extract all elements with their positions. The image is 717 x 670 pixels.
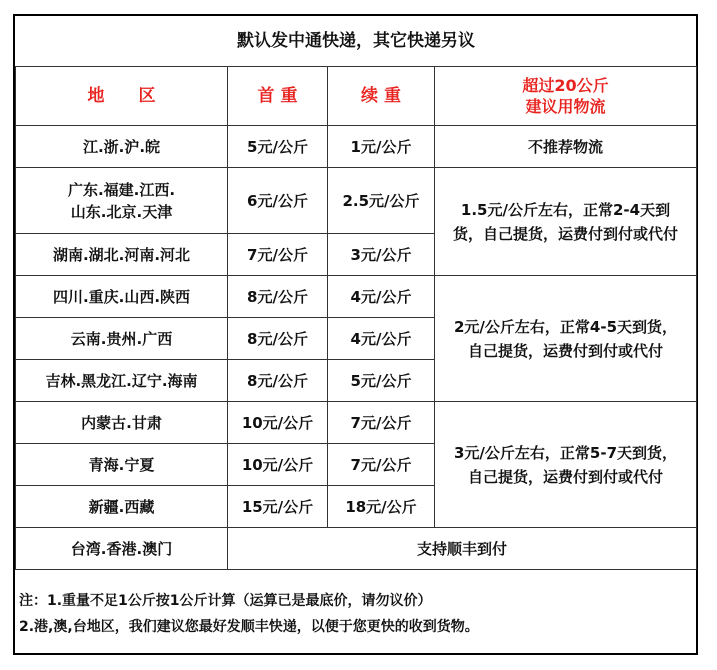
header-over-20kg-line1: 超过20公斤 [522, 76, 609, 95]
logistics-line1: 2元/公斤左右，正常4-5天到货， [453, 317, 678, 336]
first-weight-cell: 15元/公斤 [228, 486, 328, 528]
special-note-cell: 支持顺丰到付 [228, 528, 697, 570]
shipping-rate-table [15, 16, 697, 570]
first-weight-cell: 5元/公斤 [228, 126, 328, 168]
footnote-line1: 注：1.重量不足1公斤按1公斤计算（运算已是最底价，请勿议价） [19, 593, 432, 609]
table-row [16, 126, 697, 168]
table-row [16, 276, 697, 318]
region-cell [16, 168, 228, 234]
header-first-weight: 首 重 [228, 67, 328, 126]
first-weight-cell: 7元/公斤 [228, 234, 328, 276]
first-weight-cell: 8元/公斤 [228, 360, 328, 402]
region-cell: 台湾.香港.澳门 [16, 528, 228, 570]
page-title: 默认发中通快递，其它快递另议 [16, 16, 697, 67]
footnote-line2: 2.港,澳,台地区，我们建议您最好发顺丰快递，以便于您更快的收到货物。 [19, 619, 479, 635]
first-weight-cell: 8元/公斤 [228, 276, 328, 318]
logistics-line1: 3元/公斤左右，正常5-7天到货， [453, 443, 678, 462]
extra-weight-cell: 18元/公斤 [328, 486, 435, 528]
extra-weight-cell: 7元/公斤 [328, 444, 435, 486]
region-cell: 江.浙.沪.皖 [16, 126, 228, 168]
title-row [16, 16, 697, 67]
header-over-20kg-line2: 建议用物流 [525, 97, 606, 116]
header-extra-weight: 续 重 [328, 67, 435, 126]
extra-weight-cell: 7元/公斤 [328, 402, 435, 444]
first-weight-cell: 10元/公斤 [228, 402, 328, 444]
logistics-line2: 货，自己提货，运费付到付或代付 [452, 224, 678, 243]
extra-weight-cell: 2.5元/公斤 [328, 168, 435, 234]
region-cell-line2: 山东.北京.天津 [70, 202, 173, 221]
region-cell: 青海.宁夏 [16, 444, 228, 486]
region-cell: 吉林.黑龙江.辽宁.海南 [16, 360, 228, 402]
header-row [16, 67, 697, 126]
region-cell: 云南.贵州.广西 [16, 318, 228, 360]
extra-weight-cell: 5元/公斤 [328, 360, 435, 402]
logistics-cell [435, 168, 697, 276]
shipping-rate-card [13, 14, 698, 655]
extra-weight-cell: 1元/公斤 [328, 126, 435, 168]
first-weight-cell: 6元/公斤 [228, 168, 328, 234]
logistics-line2: 自己提货，运费付到付或代付 [467, 341, 663, 360]
region-cell: 新疆.西藏 [16, 486, 228, 528]
region-cell: 湖南.湖北.河南.河北 [16, 234, 228, 276]
logistics-line1: 1.5元/公斤左右，正常2-4天到 [460, 200, 671, 219]
table-row [16, 168, 697, 234]
extra-weight-cell: 3元/公斤 [328, 234, 435, 276]
logistics-cell [435, 402, 697, 528]
logistics-cell: 不推荐物流 [435, 126, 697, 168]
logistics-line2: 自己提货，运费付到付或代付 [467, 467, 663, 486]
table-row [16, 402, 697, 444]
table-row-special [16, 528, 697, 570]
region-cell: 四川.重庆.山西.陕西 [16, 276, 228, 318]
logistics-cell [435, 276, 697, 402]
extra-weight-cell: 4元/公斤 [328, 276, 435, 318]
region-cell: 内蒙古.甘肃 [16, 402, 228, 444]
first-weight-cell: 8元/公斤 [228, 318, 328, 360]
header-over-20kg [435, 67, 697, 126]
extra-weight-cell: 4元/公斤 [328, 318, 435, 360]
first-weight-cell: 10元/公斤 [228, 444, 328, 486]
region-cell-line1: 广东.福建.江西. [67, 180, 176, 199]
footnotes [19, 588, 689, 640]
header-region: 地 区 [16, 67, 228, 126]
